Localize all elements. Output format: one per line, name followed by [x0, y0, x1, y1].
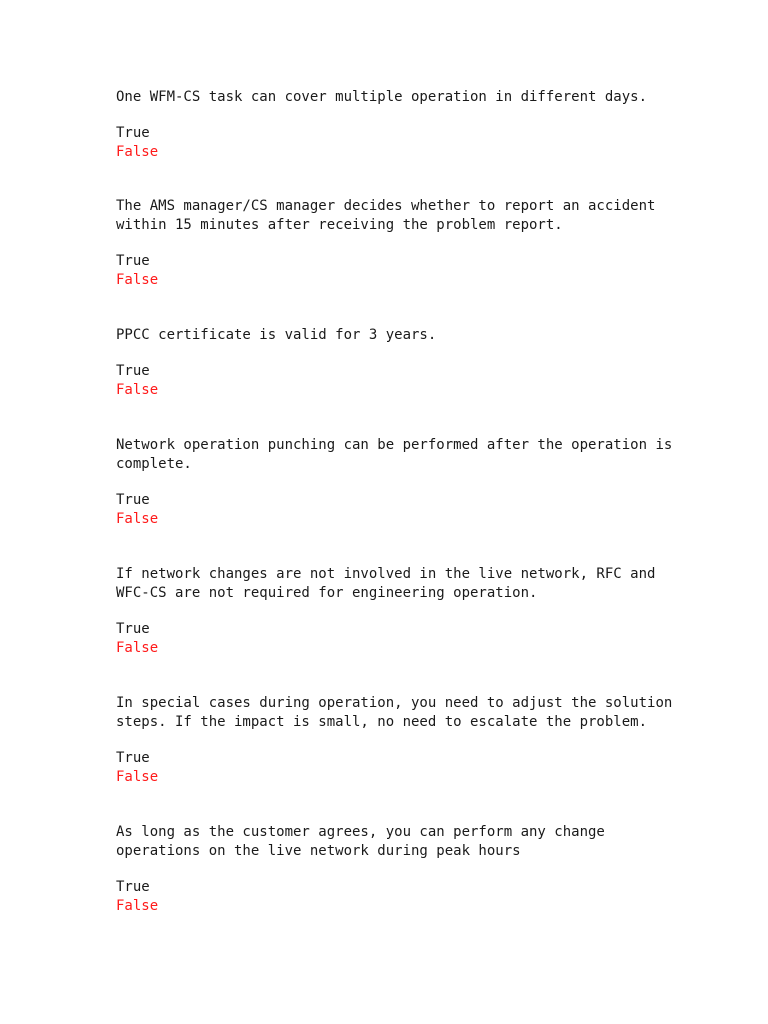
answer-options: [116, 491, 676, 529]
question-text: As long as the customer agrees, you can perform any change operations on the live network during peak hours: [116, 824, 605, 859]
option-false[interactable]: False: [116, 272, 159, 288]
question-text: In special cases during operation, you need to adjust the solution steps. If the impact is small, no need to escalate the problem.: [116, 695, 673, 730]
option-false[interactable]: False: [116, 511, 159, 527]
answer-options: [116, 878, 676, 916]
question-text: If network changes are not involved in the live network, RFC and WFC-CS are not required for engineering operation.: [116, 566, 656, 601]
question-4: [116, 436, 676, 529]
option-true[interactable]: True: [116, 253, 150, 269]
answer-options: [116, 749, 676, 787]
option-false[interactable]: False: [116, 144, 159, 160]
option-false[interactable]: False: [116, 898, 159, 914]
question-7: [116, 823, 676, 916]
answer-options: [116, 252, 676, 290]
answer-options: [116, 362, 676, 400]
question-text: One WFM-CS task can cover multiple operation in different days.: [116, 89, 648, 105]
option-true[interactable]: True: [116, 363, 150, 379]
answer-options: [116, 620, 676, 658]
option-true[interactable]: True: [116, 492, 150, 508]
option-true[interactable]: True: [116, 879, 150, 895]
question-text: PPCC certificate is valid for 3 years.: [116, 327, 437, 343]
option-true[interactable]: True: [116, 621, 150, 637]
question-3: [116, 326, 676, 400]
question-5: [116, 565, 676, 658]
question-text: The AMS manager/CS manager decides whether to report an accident within 15 minutes after receiving the problem report.: [116, 198, 656, 233]
question-text: Network operation punching can be performed after the operation is complete.: [116, 437, 673, 472]
option-true[interactable]: True: [116, 750, 150, 766]
option-false[interactable]: False: [116, 382, 159, 398]
question-6: [116, 694, 676, 787]
option-false[interactable]: False: [116, 769, 159, 785]
option-false[interactable]: False: [116, 640, 159, 656]
question-1: [116, 88, 676, 162]
answer-options: [116, 124, 676, 162]
option-true[interactable]: True: [116, 125, 150, 141]
question-2: [116, 197, 676, 290]
